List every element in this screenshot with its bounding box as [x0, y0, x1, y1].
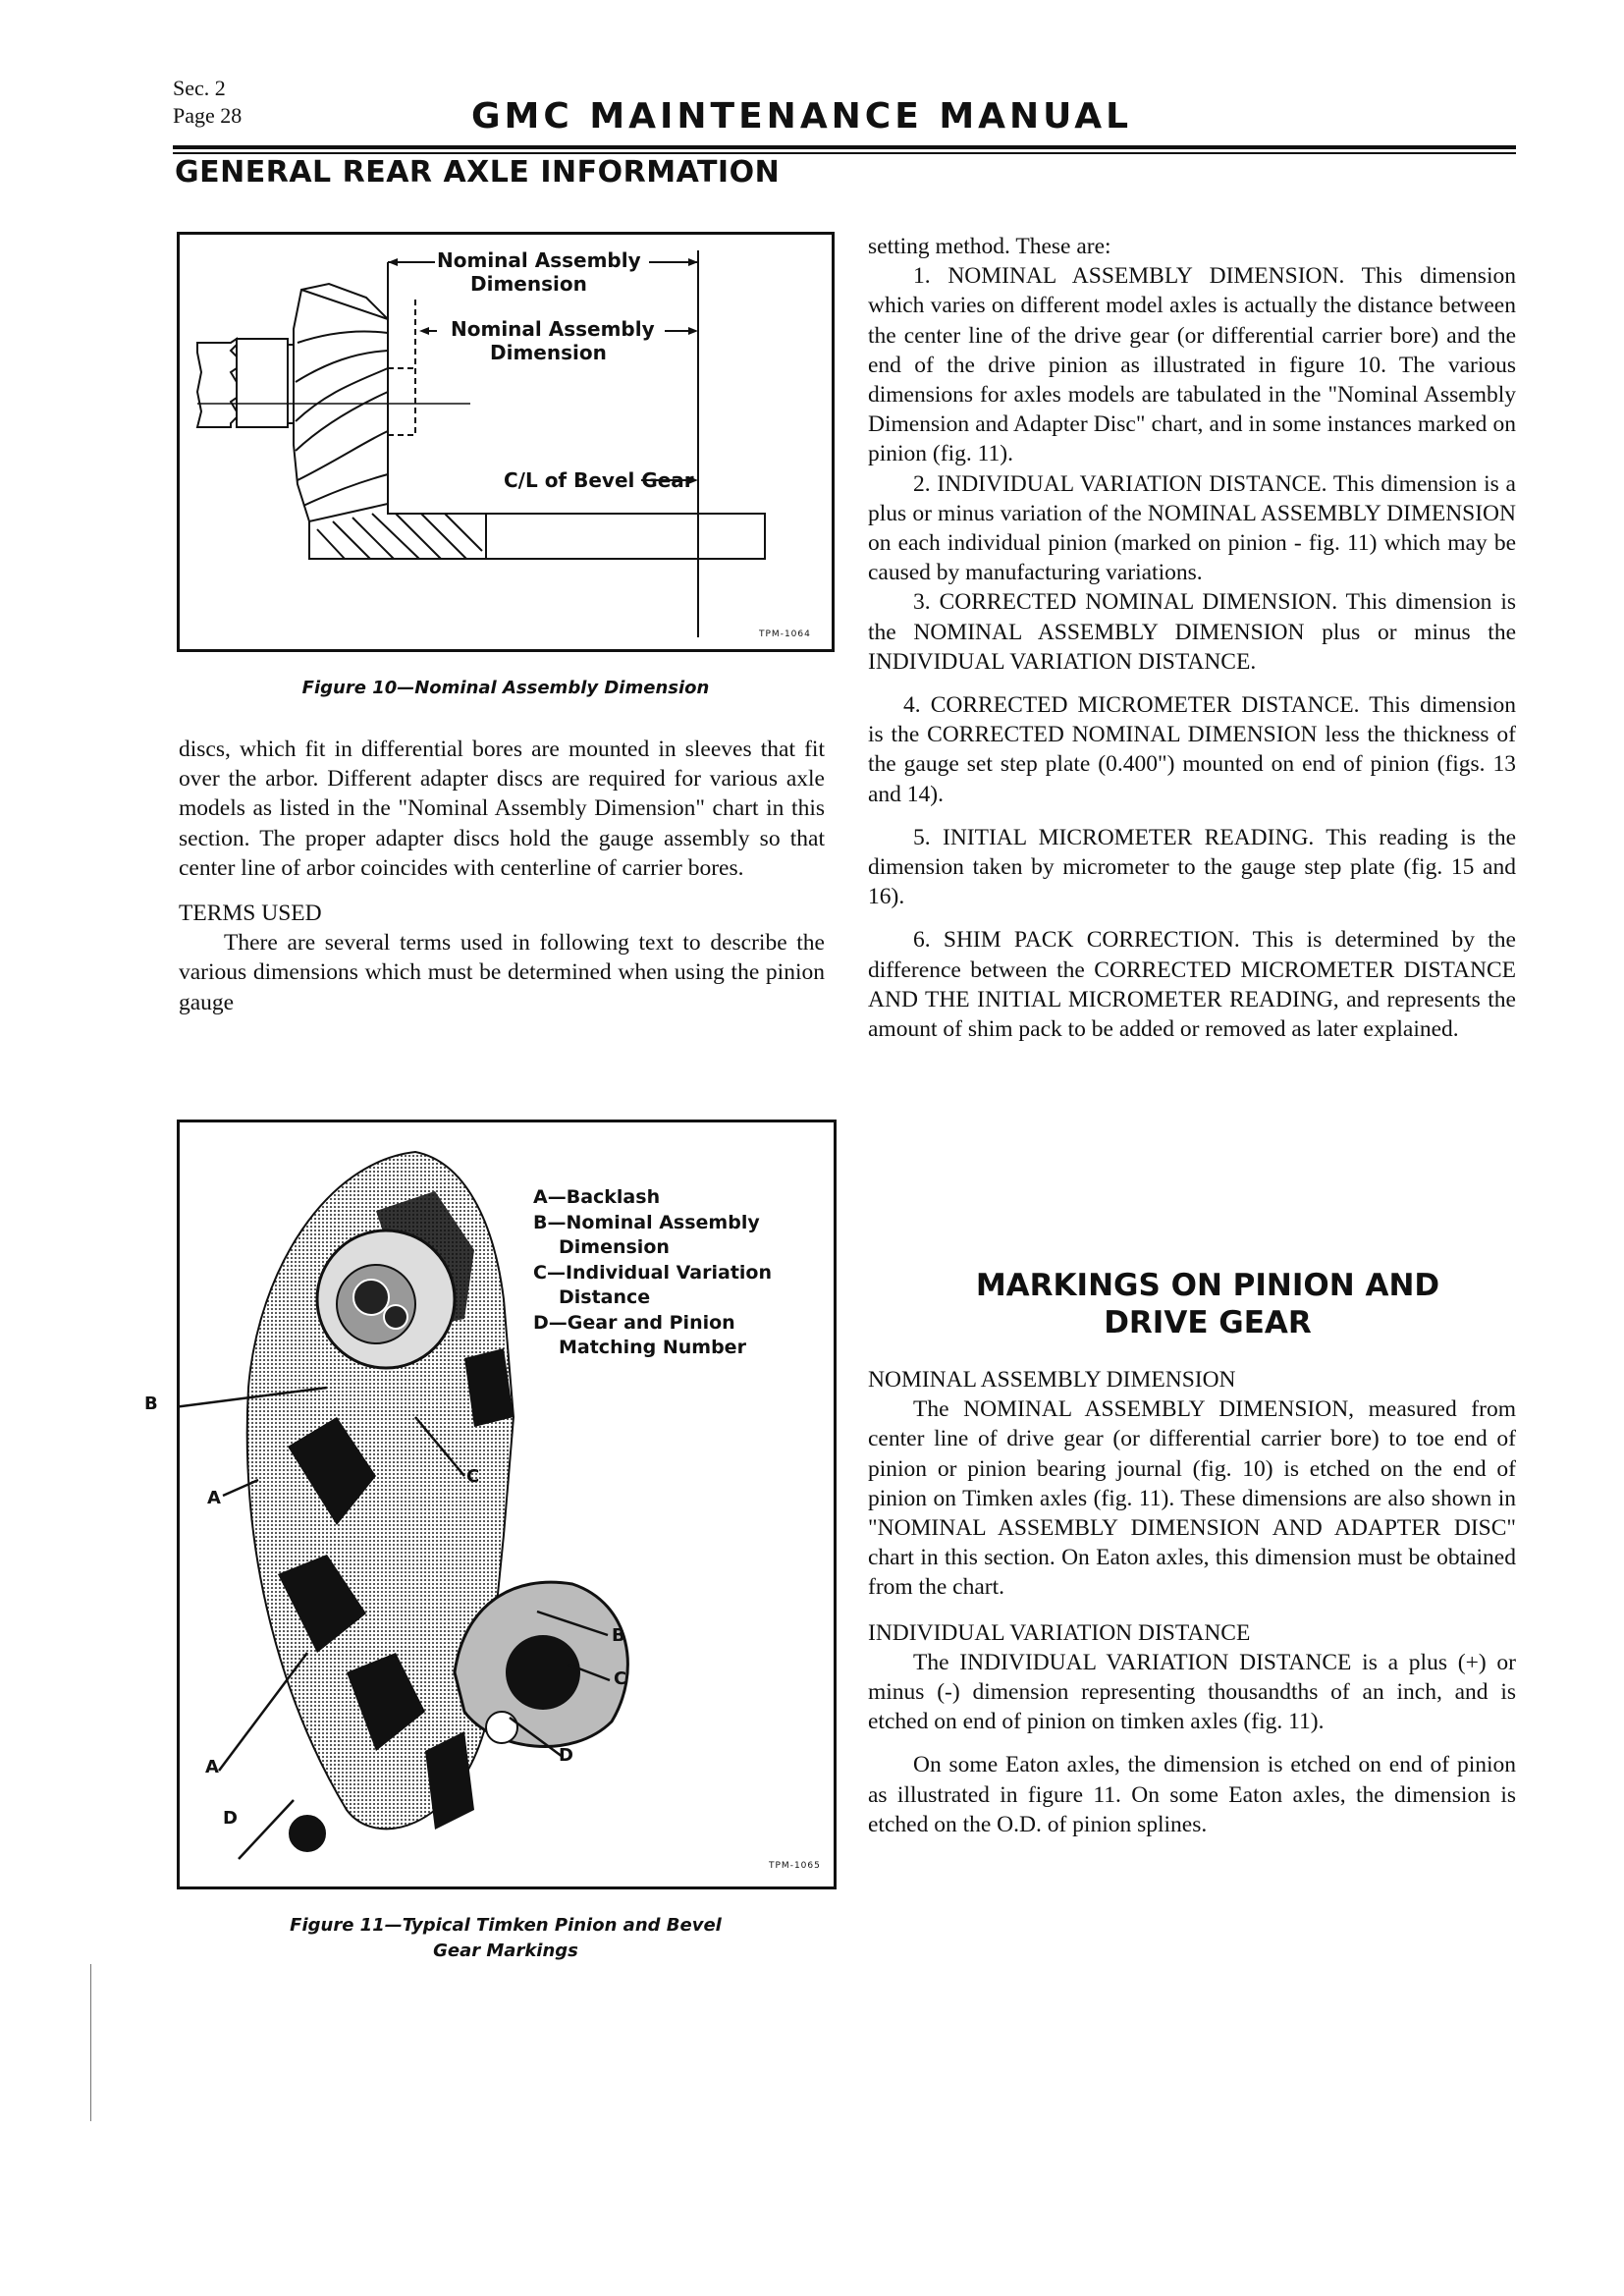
term-item-6: 6. SHIM PACK CORRECTION. This is determined by the difference between the CORRECTED MICROMETER DISTANCE AND THE INITIAL MICROMETER READING, and represents the amount of shim pack to be added or removed as later explained. — [868, 927, 1516, 1043]
paragraph: There are several terms used in following text to describe the various dimensions which must be determined when using the pinion gauge — [179, 930, 825, 1015]
legend-item-a: A—Backlash — [533, 1186, 661, 1208]
figure-code: TPM-1064 — [759, 629, 811, 639]
paragraph: On some Eaton axles, the dimension is etched on end of pinion as illustrated in figure 11. On some Eaton axles, the dimension is etched on the O.D. of pinion splines. — [868, 1752, 1516, 1837]
figure-10-caption: Figure 10—Nominal Assembly Dimension — [301, 678, 710, 698]
legend-text: Nominal Assembly — [566, 1211, 760, 1233]
legend-key: D — [533, 1311, 549, 1334]
legend-key: A — [533, 1186, 548, 1208]
legend-item-c: C—Individual Variation — [533, 1261, 773, 1284]
figure-10-diagram — [177, 232, 835, 652]
label-centerline: C/L of Bevel Gear — [504, 468, 694, 492]
callout-a-lower: A — [205, 1757, 219, 1777]
caption-line: Figure 11—Typical Timken Pinion and Bevel — [290, 1915, 722, 1936]
legend-text: Dimension — [559, 1236, 670, 1258]
paragraph: setting method. These are: — [868, 234, 1111, 259]
page-reference — [173, 75, 242, 130]
subheading-terms-used: TERMS USED — [179, 901, 322, 927]
legend-text: Matching Number — [559, 1337, 746, 1358]
manual-masthead: GMC MAINTENANCE MANUAL — [471, 96, 1133, 137]
right-column-text — [868, 232, 1516, 1044]
right-column-lower-text — [868, 1365, 1516, 1839]
paragraph: The NOMINAL ASSEMBLY DIMENSION, measured from center line of drive gear (or differential carrier bore) to toe end of pinion or pinion bearing journal (fig. 10) is etched on the end of pinion on Timken axles (fig. 11). These dimensions are also shown in "NOMINAL ASSEMBLY DIMENSION AND ADAPTER DISC" chart in this section. On Eaton axles, this dimension must be obtained from the chart. — [868, 1396, 1516, 1601]
figure-11-legend — [533, 1185, 772, 1361]
callout-b-lower: B — [612, 1625, 625, 1646]
header-rule-thick — [173, 145, 1516, 149]
paragraph: discs, which fit in differential bores are mounted in sleeves that fit over the arbor. Different adapter discs are required for various axle models as listed in the "Nominal Assembly Dimension" chart in this section. The proper adapter discs hold the gauge assembly so that center line of arbor coincides with centerline of carrier bores. — [179, 737, 825, 881]
bevel-pinion-drawing — [180, 235, 832, 649]
label-nominal-outer — [437, 248, 641, 296]
term-item-3: 3. CORRECTED NOMINAL DIMENSION. This dimension is the NOMINAL ASSEMBLY DIMENSION plus or minus the INDIVIDUAL VARIATION DISTANCE. — [868, 589, 1516, 675]
section-number: Sec. 2 — [173, 76, 226, 100]
term-item-5: 5. INITIAL MICROMETER READING. This reading is the dimension taken by micrometer to the gauge step plate (fig. 15 and 16). — [868, 824, 1516, 910]
callout-b-upper: B — [144, 1394, 158, 1414]
page-number: Page 28 — [173, 103, 243, 128]
paragraph: The INDIVIDUAL VARIATION DISTANCE is a plus (+) or minus (-) dimension representing thousandths of an inch, and is etched on end of pinion on timken axles (fig. 11). — [868, 1649, 1516, 1735]
label-text: Nominal Assembly — [437, 248, 641, 272]
header-rule-thin — [173, 152, 1516, 154]
legend-key: C — [533, 1261, 547, 1284]
caption-line: Gear Markings — [433, 1941, 578, 1961]
scan-margin-line — [90, 1964, 91, 2121]
callout-d-right: D — [559, 1745, 573, 1766]
callout-d-left: D — [223, 1808, 238, 1829]
legend-text: Distance — [559, 1286, 651, 1308]
legend-text: Gear and Pinion — [567, 1311, 735, 1334]
legend-item-d: D—Gear and Pinion — [533, 1311, 735, 1334]
figure-code: TPM-1065 — [769, 1861, 821, 1871]
term-item-4: 4. CORRECTED MICROMETER DISTANCE. This dimension is the CORRECTED NOMINAL DIMENSION less the thickness of the gauge set step plate (0.400") mounted on end of pinion (figs. 13 and 14). — [868, 692, 1516, 807]
legend-text: Backlash — [566, 1186, 661, 1208]
label-text: Nominal Assembly — [451, 317, 655, 341]
section-title: GENERAL REAR AXLE INFORMATION — [175, 155, 781, 190]
legend-item-b: B—Nominal Assembly — [533, 1211, 760, 1233]
subheading-nominal-assembly-dimension: NOMINAL ASSEMBLY DIMENSION — [868, 1367, 1236, 1393]
label-text: Dimension — [470, 272, 587, 296]
legend-text: Individual Variation — [565, 1261, 773, 1284]
subheading-individual-variation-distance: INDIVIDUAL VARIATION DISTANCE — [868, 1619, 1251, 1646]
callout-c-lower: C — [614, 1668, 627, 1689]
callout-a-upper: A — [207, 1488, 221, 1508]
label-text: Dimension — [490, 341, 607, 364]
markings-heading — [884, 1267, 1532, 1341]
callout-c-upper: C — [466, 1466, 480, 1487]
heading-line: DRIVE GEAR — [1104, 1305, 1312, 1340]
figure-11-photo — [144, 1120, 837, 1889]
term-item-1: 1. NOMINAL ASSEMBLY DIMENSION. This dimension which varies on different model axles is actually the distance between the center line of the drive gear (or differential carrier bore) and the end of the drive pinion as illustrated in figure 10. The various dimensions for axles models are tabulated in the "Nominal Assembly Dimension and Adapter Disc" chart, and in some instances marked on pinion (fig. 11). — [868, 263, 1516, 467]
term-item-2: 2. INDIVIDUAL VARIATION DISTANCE. This dimension is a plus or minus variation of the NOMINAL ASSEMBLY DIMENSION on each individual pinion (marked on pinion - fig. 11) which may be caused by manufacturing variations. — [868, 470, 1516, 586]
left-column-text — [179, 735, 825, 1017]
label-nominal-inner — [451, 317, 655, 364]
figure-11-caption — [177, 1913, 835, 1964]
legend-key: B — [533, 1211, 548, 1233]
heading-line: MARKINGS ON PINION AND — [975, 1268, 1440, 1303]
